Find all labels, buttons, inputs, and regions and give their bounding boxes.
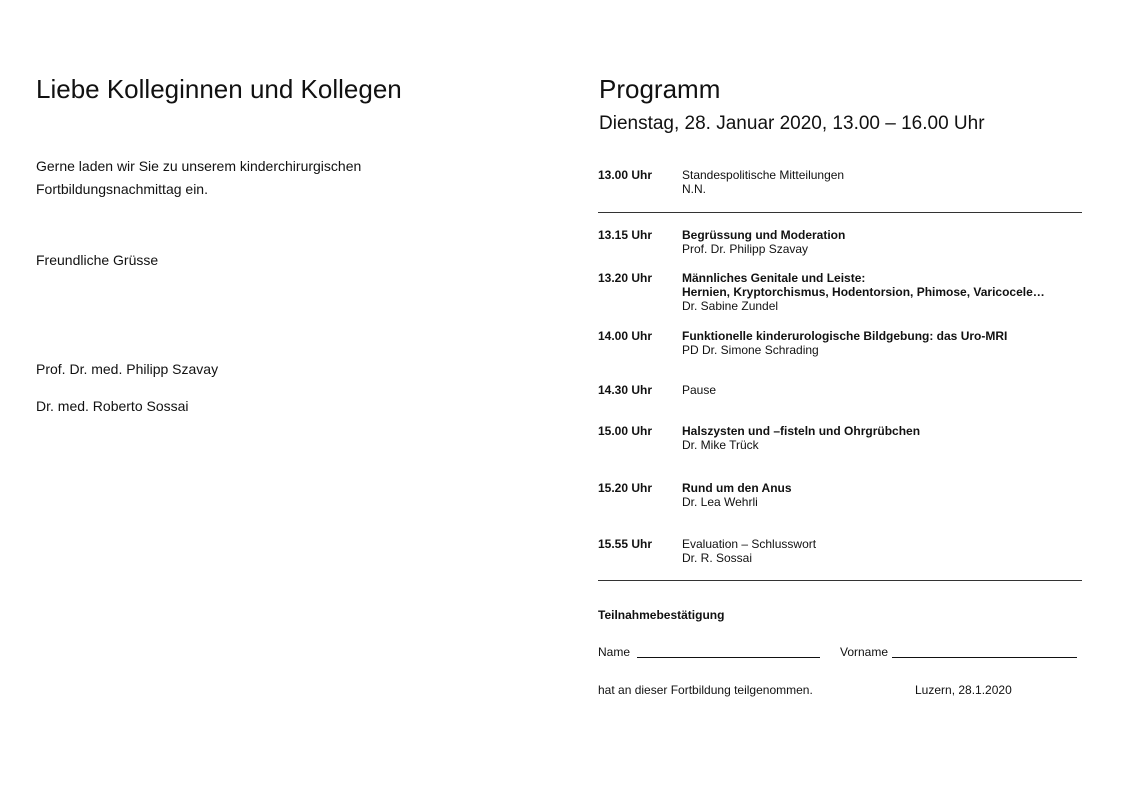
vorname-label: Vorname bbox=[840, 645, 889, 659]
program-item-speaker: Dr. Lea Wehrli bbox=[682, 495, 758, 509]
signatory-2: Dr. med. Roberto Sossai bbox=[36, 398, 189, 414]
name-label: Name bbox=[598, 645, 631, 659]
program-item-title: Rund um den Anus bbox=[682, 481, 792, 495]
program-item-time: 13.20 Uhr bbox=[598, 271, 653, 285]
program-item-speaker: Dr. Sabine Zundel bbox=[682, 299, 779, 313]
program-item-speaker: Dr. R. Sossai bbox=[682, 551, 753, 565]
program-title: Programm bbox=[599, 74, 721, 104]
program-date: Dienstag, 28. Januar 2020, 13.00 – 16.00 Uhr bbox=[599, 113, 985, 134]
program-item-time: 15.55 Uhr bbox=[598, 537, 653, 551]
program-item-time: 13.15 Uhr bbox=[598, 228, 653, 242]
program-item-time: 15.20 Uhr bbox=[598, 481, 653, 495]
divider bbox=[598, 212, 1082, 213]
letter-greeting: Freundliche Grüsse bbox=[36, 252, 159, 268]
attended-text: hat an dieser Fortbildung teilgenommen. bbox=[598, 683, 813, 697]
program-item-time: 14.00 Uhr bbox=[598, 329, 653, 343]
place-date: Luzern, 28.1.2020 bbox=[915, 683, 1012, 697]
program-item-speaker: N.N. bbox=[682, 182, 706, 196]
program-item-subtitle: Hernien, Kryptorchismus, Hodentorsion, Phimose, Varicocele… bbox=[682, 285, 1045, 299]
program-item-title: Halszysten und –fisteln und Ohrgrübchen bbox=[682, 424, 921, 438]
program-item-time: 14.30 Uhr bbox=[598, 383, 653, 397]
program-item-title: Begrüssung und Moderation bbox=[682, 228, 846, 242]
program-item-title: Männliches Genitale und Leiste: bbox=[682, 271, 866, 285]
confirmation-title: Teilnahmebestätigung bbox=[598, 608, 725, 622]
program-item-time: 13.00 Uhr bbox=[598, 168, 653, 182]
divider bbox=[598, 580, 1082, 581]
program-item-title: Funktionelle kinderurologische Bildgebung: das Uro-MRI bbox=[682, 329, 1008, 343]
signatory-1: Prof. Dr. med. Philipp Szavay bbox=[36, 361, 219, 377]
program-item-speaker: Prof. Dr. Philipp Szavay bbox=[682, 242, 809, 256]
program-item-title: Standespolitische Mitteilungen bbox=[682, 168, 845, 182]
intro-line-1: Gerne laden wir Sie zu unserem kinderchirurgischen bbox=[36, 158, 362, 174]
vorname-field[interactable] bbox=[892, 657, 1077, 658]
program-item-title: Evaluation – Schlusswort bbox=[682, 537, 817, 551]
program-item-speaker: Dr. Mike Trück bbox=[682, 438, 759, 452]
intro-line-2: Fortbildungsnachmittag ein. bbox=[36, 181, 208, 197]
letter-title: Liebe Kolleginnen und Kollegen bbox=[36, 74, 402, 104]
letter-intro bbox=[36, 155, 361, 201]
program-item-speaker: PD Dr. Simone Schrading bbox=[682, 343, 819, 357]
program-item-title: Pause bbox=[682, 383, 717, 397]
name-field[interactable] bbox=[637, 657, 820, 658]
program-item-time: 15.00 Uhr bbox=[598, 424, 653, 438]
